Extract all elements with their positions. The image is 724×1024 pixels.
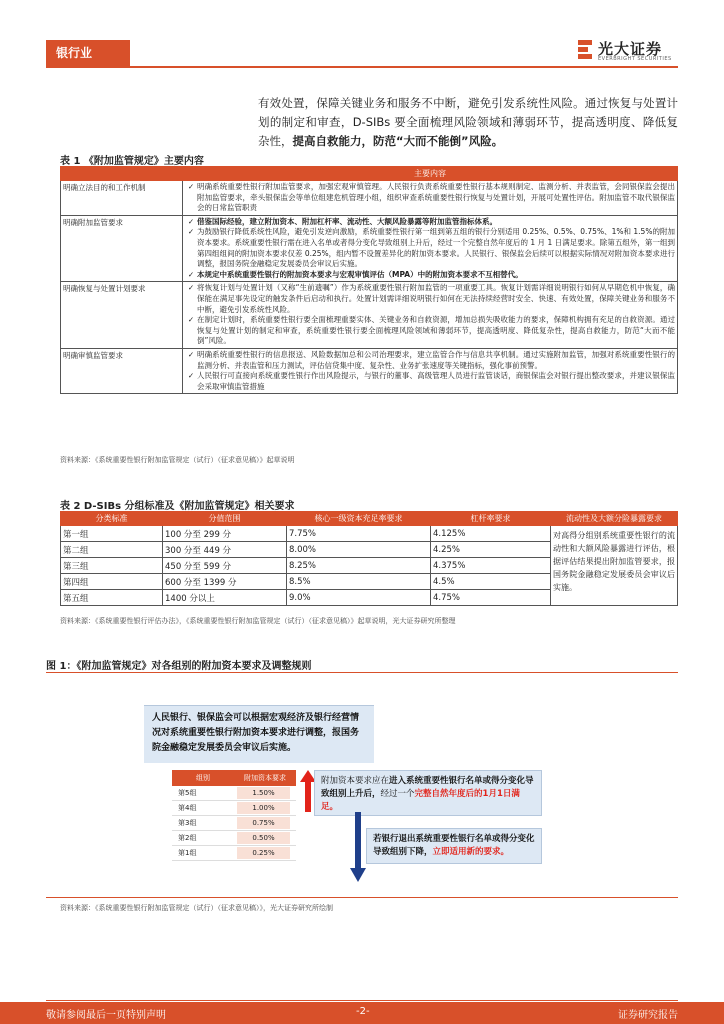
cell: 1400 分以上 (163, 590, 287, 606)
group-value: 0.25% (237, 847, 290, 859)
cell: 9.0% (287, 590, 431, 606)
row-category: 明确附加监管要求 (61, 215, 183, 282)
check-icon: ✓ (187, 349, 195, 359)
point-text: 明确系统重要性银行附加监管要求，加强宏观审慎管理。人民银行负责系统重要性银行基本规则制定、监测分析、并表监管，会同银保监会提出附加监管要求，牵头银保监会等单位组建危机管理小组，组织审查系统重要性银行恢复与处置计划，开展可处置性评估。附加监管不取代银保监会的日常监管职责 (197, 182, 675, 213)
check-icon: ✓ (187, 227, 195, 237)
downgrade-text-red: 立即适用新的要求。 (432, 847, 510, 857)
row-points (183, 181, 678, 216)
table-row (172, 786, 296, 801)
check-icon: ✓ (187, 216, 195, 226)
point-text: 本规定中系统重要性银行的附加资本要求与宏观审慎评估（MPA）中的附加资本要求不互相替代。 (197, 269, 523, 279)
group-value: 1.50% (237, 787, 290, 799)
group-value: 0.75% (237, 817, 290, 829)
row-category: 明确恢复与处置计划要求 (61, 282, 183, 349)
page-number: -2- (356, 1006, 370, 1017)
upgrade-text-b: 进入系统重要性银行名单或得分变化导致组别上升后， (321, 776, 534, 799)
table2-header: 分值范围 (163, 512, 287, 526)
table2-header: 核心一级资本充足率要求 (287, 512, 431, 526)
table-row (61, 215, 678, 282)
table-row (61, 282, 678, 349)
cell: 第五组 (61, 590, 163, 606)
group-label: 第4组 (178, 804, 197, 812)
table-row (172, 816, 296, 831)
table2-header: 流动性及大额分险暴露要求 (551, 512, 678, 526)
figure1-title: 图 1：《附加监管规定》对各组别的附加资本要求及调整规则 (46, 661, 312, 672)
cell: 4.25% (431, 542, 551, 558)
table2 (60, 511, 678, 606)
cell: 8.5% (287, 574, 431, 590)
section-tag: 银行业 (46, 40, 130, 66)
check-icon: ✓ (187, 283, 195, 293)
upgrade-text-red: 完整自然年度后的1月1日满足。 (321, 789, 520, 812)
table1-source: 资料来源：《系统重要性银行附加监管规定（试行）（征求意见稿）》起草说明 (60, 456, 295, 464)
table2-title: 表 2 D-SIBs 分组标准及《附加监管规定》相关要求 (60, 501, 295, 512)
mini-header: 组别 (196, 774, 210, 782)
row-points (183, 348, 678, 393)
group-label: 第2组 (178, 834, 197, 842)
row-points (183, 282, 678, 349)
cell: 4.75% (431, 590, 551, 606)
table-row (61, 181, 678, 216)
brand-name: 光大证券 (598, 40, 663, 58)
table2-header: 分类标准 (61, 512, 163, 526)
mini-header: 附加资本要求 (244, 774, 286, 782)
figure1-source: 资料来源：《系统重要性银行附加监管规定（试行）（征求意见稿）》，光大证券研究所绘制 (60, 904, 333, 912)
footer-disclaimer: 敬请参阅最后一页特别声明 (46, 1010, 166, 1021)
point-text: 借鉴国际经验，建立附加资本、附加杠杆率、流动性、大额风险暴露等附加监管指标体系。 (197, 216, 497, 226)
table-row (61, 526, 678, 542)
header-divider (46, 66, 678, 68)
intro-bold-text: 提高自救能力，防范“大而不能倒”风险。 (292, 134, 504, 148)
table-row (172, 831, 296, 846)
footer-divider (46, 1000, 678, 1001)
group-value: 1.00% (237, 802, 290, 814)
adjustment-note-box: 人民银行、银保监会可以根据宏观经济及银行经营情况对系统重要性银行附加资本要求进行调整，报国务院金融稳定发展委员会审议后实施。 (144, 705, 374, 763)
table1-header: 主要内容 (183, 167, 678, 181)
table-row (172, 846, 296, 861)
cell: 4.375% (431, 558, 551, 574)
brand-logo (578, 38, 678, 64)
group-label: 第5组 (178, 789, 197, 797)
point-text: 人民银行可直接向系统重要性银行作出风险提示，与银行的董事、高级管理人员进行监管谈话，商银保监会对银行提出整改要求，并建议银保监会采取审慎监管措施 (197, 371, 675, 391)
capital-requirement-table (172, 770, 296, 861)
figure-divider-bottom (46, 897, 678, 898)
down-arrow-icon (350, 812, 366, 882)
cell: 第四组 (61, 574, 163, 590)
intro-paragraph (258, 94, 678, 151)
cell: 7.75% (287, 526, 431, 542)
cell: 8.25% (287, 558, 431, 574)
table-row (172, 801, 296, 816)
table2-note: 对高得分组别系统重要性银行的流动性和大额风险暴露进行评估，根据评估结果提出附加监管要求，报国务院金融稳定发展委员会审议后实施。 (551, 526, 678, 606)
cell: 100 分至 299 分 (163, 526, 287, 542)
row-points (183, 215, 678, 282)
upgrade-rule-box (314, 770, 542, 816)
table1 (60, 166, 678, 394)
cell: 第二组 (61, 542, 163, 558)
table2-source: 资料来源：《系统重要性银行评估办法》，《系统重要性银行附加监管规定（试行）（征求意见稿）》起草说明，光大证券研究所整理 (60, 617, 456, 625)
cell: 8.00% (287, 542, 431, 558)
cell: 300 分至 449 分 (163, 542, 287, 558)
group-label: 第1组 (178, 849, 197, 857)
point-text: 在制定计划时，系统重要性银行要全面梳理重要实体、关键业务和自救资源，增加总损失吸收能力的要求，保障机构拥有充足的自救资源。通过恢复与处置计划的制定和审查，系统重要性银行要全面梳理风险领域和薄弱环节，提高透明度、降低复杂性，提高自救能力，防范“大而不能倒”风险。 (197, 315, 675, 346)
check-icon: ✓ (187, 315, 195, 325)
cell: 4.125% (431, 526, 551, 542)
cell: 4.5% (431, 574, 551, 590)
point-text: 将恢复计划与处置计划（又称“生前遗嘱”）作为系统重要性银行附加监管的一项重要工具。恢复计划需详细说明银行如何从早期危机中恢复，确保能在满足事先设定的触发条件后启动和执行。处置计划需详细说明银行如何在无法持续经营时安全、快速、有效处置，保障关键业务和服务不中断，避免引发系统性风险。 (197, 283, 675, 314)
row-category: 明确立法目的和工作机制 (61, 181, 183, 216)
table-row (61, 348, 678, 393)
group-value: 0.50% (237, 832, 290, 844)
row-category: 明确审慎监管要求 (61, 348, 183, 393)
group-label: 第3组 (178, 819, 197, 827)
upgrade-text-c: 经过一个 (380, 789, 415, 799)
figure-divider (46, 672, 678, 673)
table1-header-blank (61, 167, 183, 181)
table2-header: 杠杆率要求 (431, 512, 551, 526)
downgrade-rule-box (366, 828, 542, 864)
check-icon: ✓ (187, 371, 195, 381)
downgrade-text: 若银行退出系统重要性银行名单或得分变化导致组别下降， (373, 834, 535, 857)
cell: 600 分至 1399 分 (163, 574, 287, 590)
cell: 第一组 (61, 526, 163, 542)
cell: 450 分至 599 分 (163, 558, 287, 574)
check-icon: ✓ (187, 269, 195, 279)
cell: 第三组 (61, 558, 163, 574)
brand-name-en: EVERBRIGHT SECURITIES (598, 56, 672, 62)
check-icon: ✓ (187, 182, 195, 191)
point-text: 为鼓励银行降低系统性风险，避免引发逆向激励，系统重要性银行第一组到第五组的银行分别适用 0.25%、0.5%、0.75%、1%和 1.5%的附加资本要求。系统重要性银行需在进入名单或者得分变化导致组别上升后，经过一个完整自然年度后的 1 月 1 日满足要求。除第五组外，第一组到第四组组间的附加资本要求仅差 0.25%，组内暂不设置差异化的附加资本要求。人民银行、银保监会后续可以根据实际情况对附加资本要求进行调整，报国务院金融稳定发展委员会审议后实施。 (197, 227, 675, 269)
intro-text: 有效处置，保障关键业务和服务不中断，避免引发系统性风险。通过恢复与处置计划的制定和审查，D-SIBs 要全面梳理风险领域和薄弱环节，提高透明度、降低复杂性， (258, 96, 678, 148)
footer-report-type: 证券研究报告 (618, 1010, 678, 1021)
point-text: 明确系统重要性银行的信息报送、风险数据加总和公司治理要求，建立监管合作与信息共享机制。通过实施附加监管，加强对系统重要性银行的监测分析、并表监管和压力测试，评估信贷集中度、复杂性、业务扩张速度等关键指标，强化事前预警。 (197, 349, 675, 370)
upgrade-text-a: 附加资本要求应在 (321, 776, 390, 786)
table1-title: 表 1 《附加监管规定》主要内容 (60, 156, 204, 167)
brand-mark-icon (578, 40, 592, 60)
